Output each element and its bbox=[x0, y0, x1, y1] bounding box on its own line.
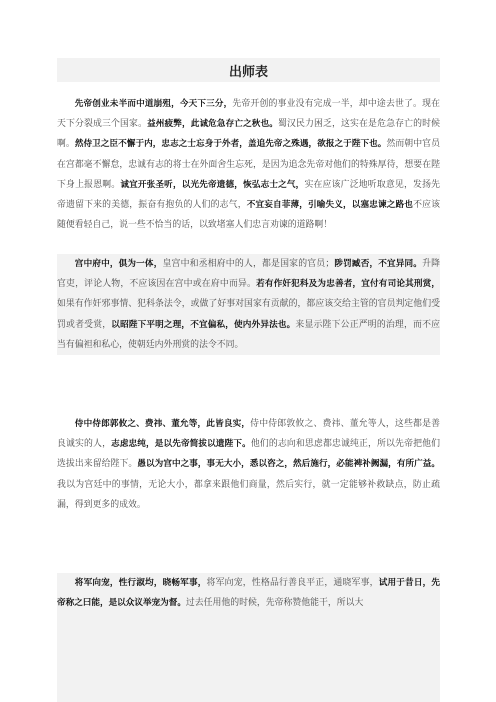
bold-segment: 陟罚臧否，不宜异同。 bbox=[334, 259, 423, 269]
bold-segment: 先帝创业未半而中道崩殂，今天下三分， bbox=[74, 99, 233, 109]
plain-segment: 蜀汉民力困乏，这实在是危急存亡的时候啊。 bbox=[57, 119, 440, 150]
bold-segment: 不宜妄自菲薄，引喻失义，以塞忠谏之路也 bbox=[246, 200, 414, 211]
bold-segment: 试用于昔日，先帝称之曰能，是以众议举宠为督。 bbox=[57, 578, 440, 609]
plain-segment: 他们的志向和思虑都忠诚纯正，所以先帝把他们选拔出来留给陛下。 bbox=[57, 439, 440, 470]
plain-segment: 不应该随便看轻自己，说一些不恰当的话，以致堵塞人们忠言劝谏的道路啊！ bbox=[57, 200, 441, 231]
bold-segment: 侍中侍郎郭攸之、费祎、董允等，此皆良实， bbox=[74, 419, 251, 429]
bold-segment: 若有作奸犯科及为忠善者，宜付有司论其刑赏， bbox=[256, 279, 440, 290]
paragraph-3 bbox=[57, 414, 440, 515]
plain-segment: 如果有作奸邪事情、犯科条法令，或做了好事对国家有贡献的，都应该交给主管的官员判定他们受罚或者受赏， bbox=[57, 299, 440, 330]
bold-segment: 宫中府中，俱为一体， bbox=[74, 259, 163, 269]
plain-segment: 将军向宠，性格品行善良平正，通晓军事， bbox=[206, 578, 379, 588]
bold-segment: 将军向宠，性行淑均，晓畅军事， bbox=[74, 578, 207, 588]
plain-segment: 侍中侍郎敦攸之、费祎、董允等人，这些都是善良诚实的人， bbox=[57, 419, 440, 450]
paragraph-4 bbox=[57, 573, 440, 702]
title-band bbox=[57, 58, 440, 82]
bold-segment: 然侍卫之臣不懈于内，忠志之士忘身于外者，盖追先帝之殊遇，欲报之于陛下也。 bbox=[74, 139, 387, 150]
plain-segment: 先帝开创的事业没有完成一半，却中途去世了。现在天下分裂成三个国家。 bbox=[57, 99, 440, 130]
plain-segment: 然而朝中官员在宫都毫不懈怠，忠诚有志的将士在外面舍生忘死，是因为追念先帝对他们的特殊厚待，想要在陛下身上报恩啊。 bbox=[57, 139, 440, 190]
bold-segment: 愚以为宫中之事，事无大小，悉以咨之，然后施行，必能裨补阙漏，有所广益。 bbox=[137, 459, 440, 470]
paragraph-1 bbox=[57, 94, 440, 235]
plain-segment: 升降官吏，评论人物，不应该因在宫中或在府中而异。 bbox=[57, 259, 440, 290]
plain-segment: 我以为宫廷中的事情，无论大小，都拿来跟他们商量，然后实行，就一定能够补救缺点，防止疏漏，得到更多的成效。 bbox=[57, 479, 440, 510]
plain-segment: 来显示陛下公正严明的治理，而不应当有偏袒和私心，使朝廷内外刑赏的法令不同。 bbox=[57, 319, 440, 350]
bold-segment: 诚宜开张圣听，以光先帝遗德，恢弘志士之气， bbox=[120, 179, 305, 190]
plain-segment: 皇宫中和丞相府中的人，都是国家的官员； bbox=[162, 259, 335, 269]
bold-segment: 志虑忠纯，是以先帝简拔以遗陛下。 bbox=[111, 439, 251, 450]
paragraph-2 bbox=[57, 254, 440, 355]
bold-segment: 以昭陛下平明之理，不宜偏私，使内外异法也。 bbox=[111, 319, 296, 330]
plain-segment: 实在应该广泛地听取意见，发扬先帝遗留下来的美德，振奋有抱负的人们的志气， bbox=[57, 179, 440, 211]
document-title: 出师表 bbox=[228, 64, 268, 80]
plain-segment: 过去任用他的时候，先帝称赞他能干，所以大 bbox=[185, 598, 364, 609]
bold-segment: 益州疲弊，此诚危急存亡之秋也。 bbox=[147, 119, 278, 130]
